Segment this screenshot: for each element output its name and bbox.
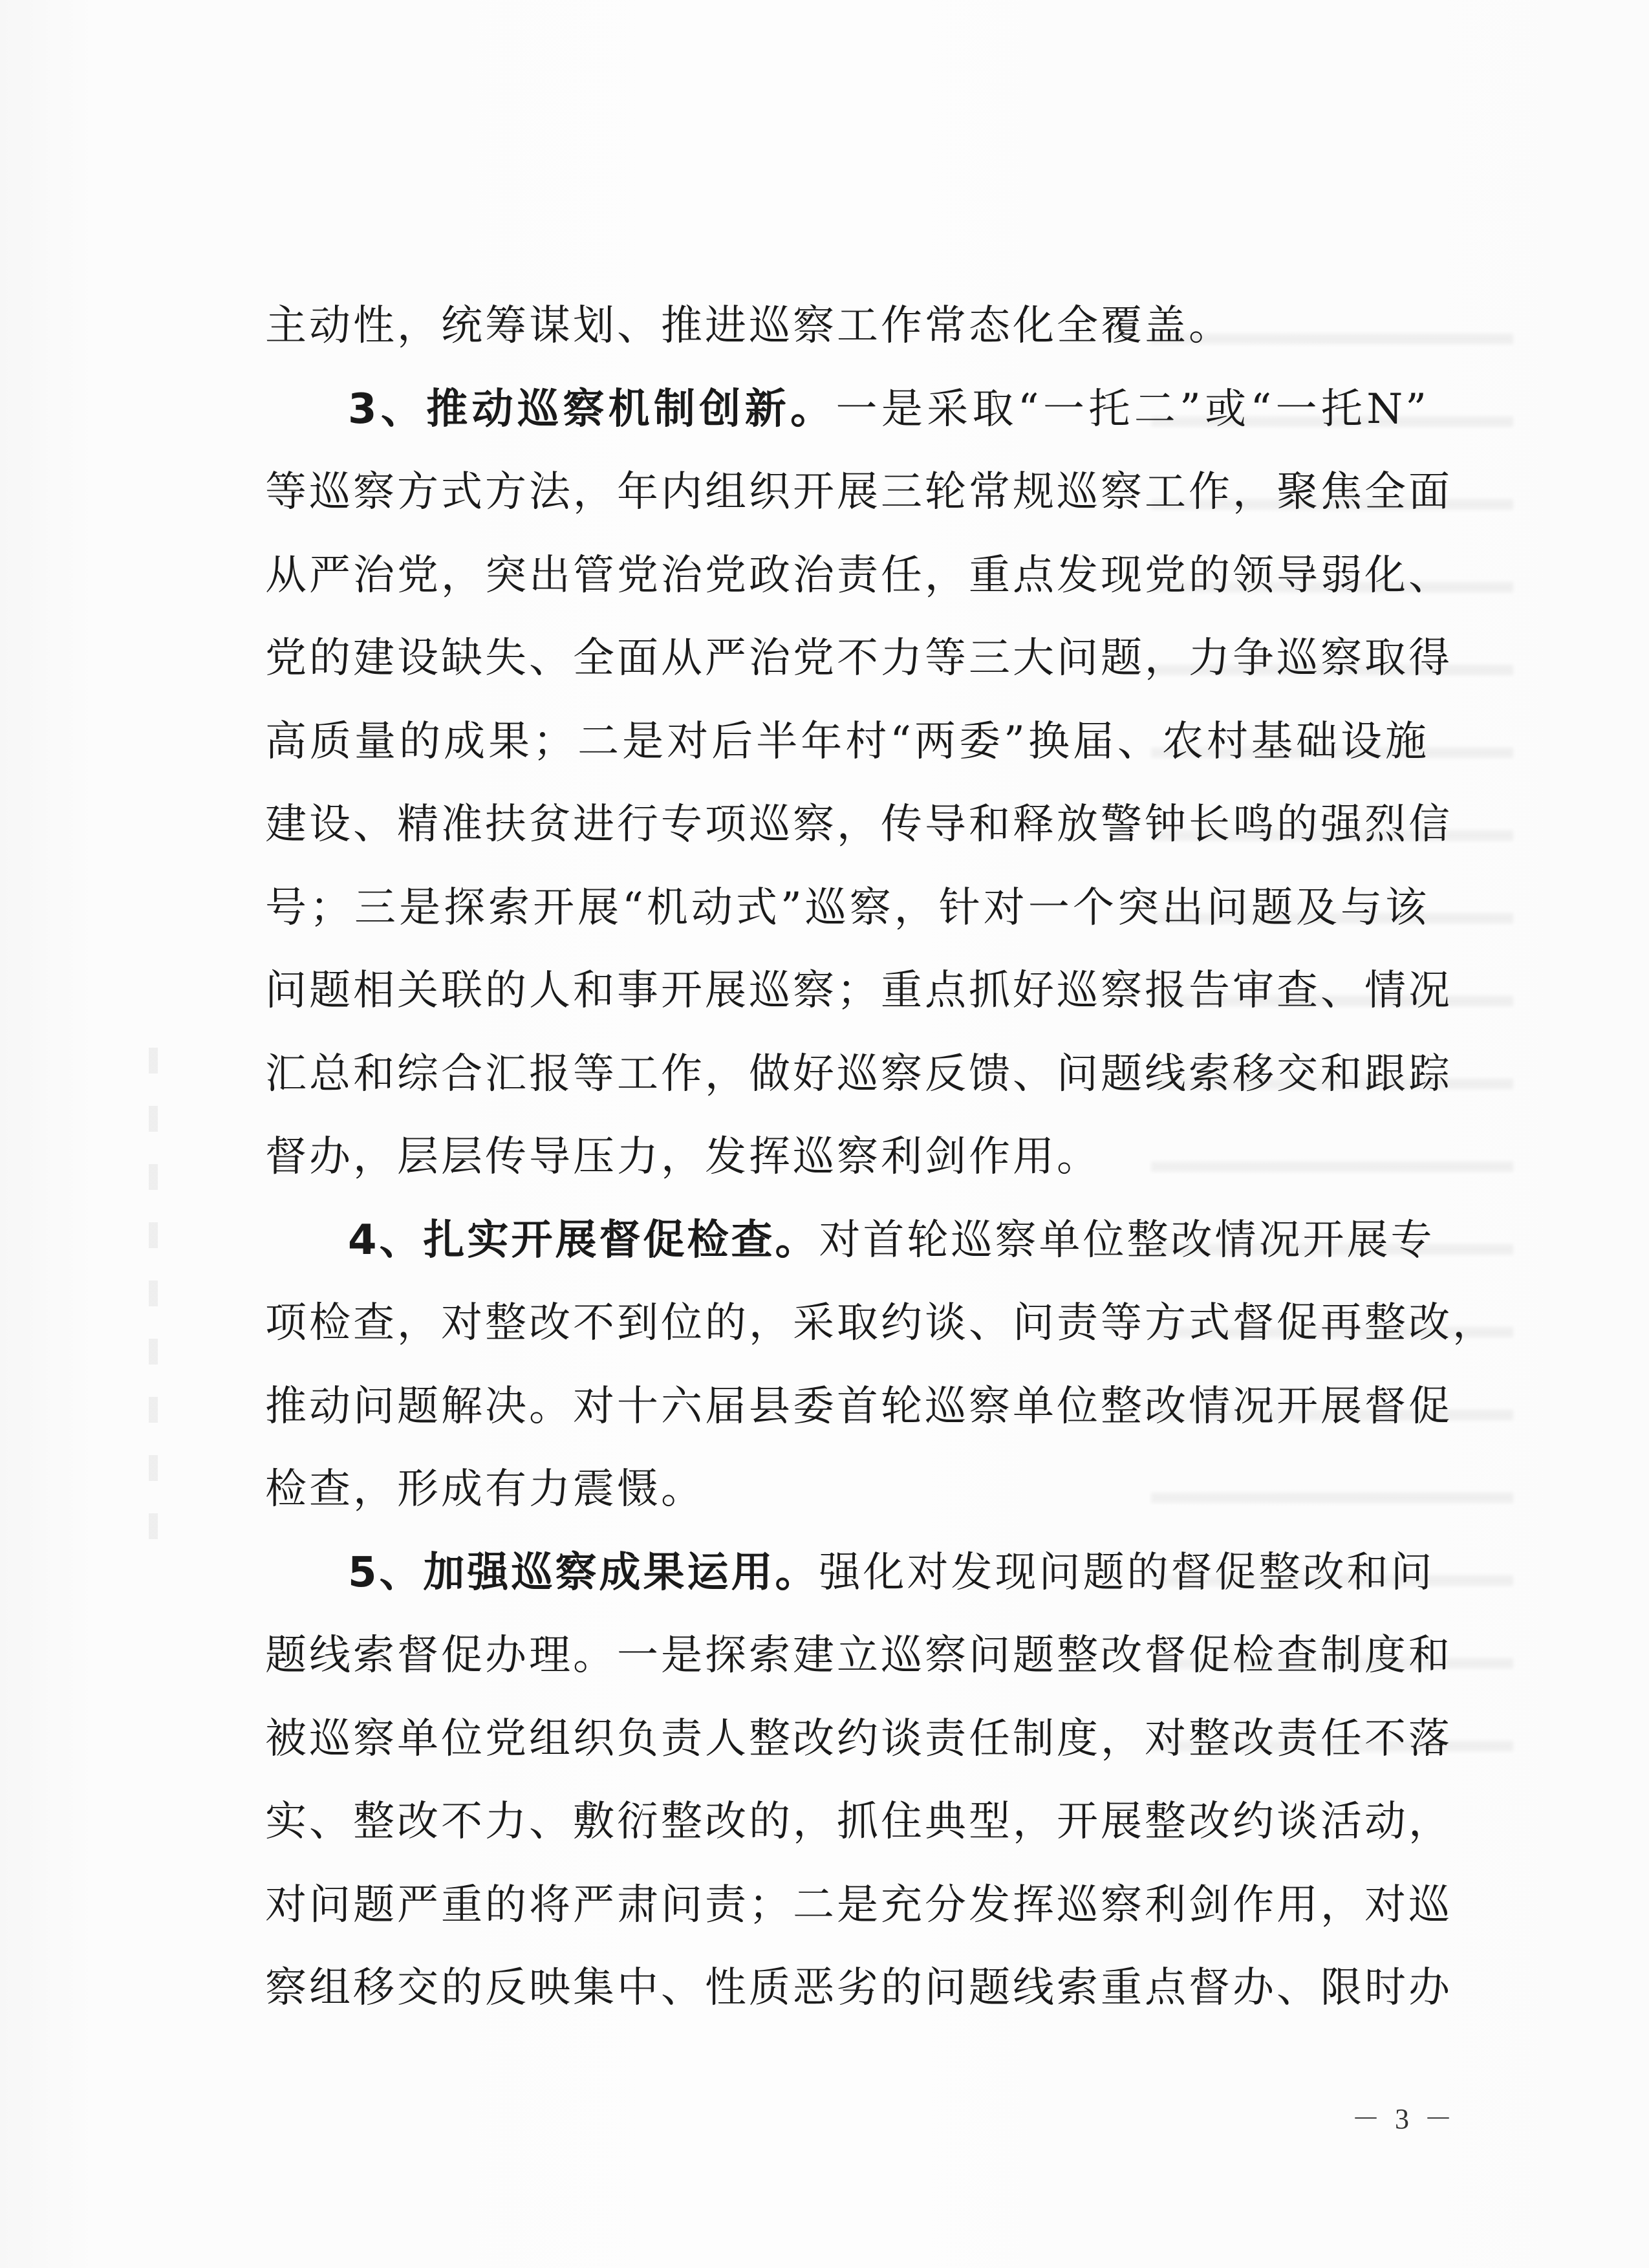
text-line: 推动问题解决。对十六届县委首轮巡察单位整改情况开展督促 bbox=[265, 1382, 1452, 1431]
section-heading: 5、加强巡察成果运用。 bbox=[348, 1548, 819, 1597]
text-line: 建设、精准扶贫进行专项巡察，传导和释放警钟长鸣的强烈信 bbox=[265, 801, 1452, 848]
text-line: 高质量的成果；二是对后半年村“两委”换届、农村基础设施 bbox=[265, 717, 1429, 766]
text-line: 题线索督促办理。一是探索建立巡察问题整改督促检查制度和 bbox=[265, 1632, 1452, 1679]
section-heading: 3、推动巡察机制创新。 bbox=[348, 385, 836, 433]
section-heading-line bbox=[265, 1531, 1435, 1615]
text-line: 汇总和综合汇报等工作，做好巡察反馈、问题线索移交和跟踪 bbox=[265, 1050, 1452, 1098]
line-text: 一是采取“一托二”或“一托N” bbox=[835, 385, 1430, 433]
text-line: 检查，形成有力震慑。 bbox=[265, 1465, 705, 1513]
text-line: 项检查，对整改不到位的，采取约谈、问责等方式督促再整改， bbox=[265, 1299, 1496, 1347]
text-line: 号；三是探索开展“机动式”巡察，针对一个突出问题及与该 bbox=[265, 883, 1429, 932]
text-line: 督办，层层传导压力，发挥巡察利剑作用。 bbox=[265, 1133, 1101, 1181]
section-heading-line bbox=[265, 1199, 1435, 1282]
text-line: 问题相关联的人和事开展巡察；重点抓好巡察报告审查、情况 bbox=[265, 967, 1452, 1015]
text-line: 党的建设缺失、全面从严治党不力等三大问题，力争巡察取得 bbox=[265, 634, 1452, 682]
text-line: 对问题严重的将严肃问责；二是充分发挥巡察利剑作用，对巡 bbox=[265, 1881, 1452, 1929]
text-line: 从严治党，突出管党治党政治责任，重点发现党的领导弱化、 bbox=[265, 551, 1452, 599]
section-heading: 4、扎实开展督促检查。 bbox=[348, 1216, 819, 1264]
page-number: － 3 － bbox=[1352, 2103, 1456, 2135]
binding-mark bbox=[149, 1048, 158, 1552]
line-text: 对首轮巡察单位整改情况开展专 bbox=[819, 1216, 1435, 1264]
text-line: 主动性，统筹谋划、推进巡察工作常态化全覆盖。 bbox=[265, 302, 1233, 350]
line-text: 强化对发现问题的督促整改和问 bbox=[819, 1548, 1435, 1597]
text-line: 实、整改不力、敷衍整改的，抓住典型，开展整改约谈活动， bbox=[265, 1798, 1452, 1846]
section-heading-line bbox=[265, 368, 1429, 451]
text-line: 等巡察方式方法，年内组织开展三轮常规巡察工作，聚焦全面 bbox=[265, 468, 1452, 516]
text-line: 察组移交的反映集中、性质恶劣的问题线索重点督办、限时办 bbox=[265, 1964, 1452, 2012]
document-body bbox=[265, 285, 1496, 2030]
text-line: 被巡察单位党组织负责人整改约谈责任制度，对整改责任不落 bbox=[265, 1714, 1452, 1763]
